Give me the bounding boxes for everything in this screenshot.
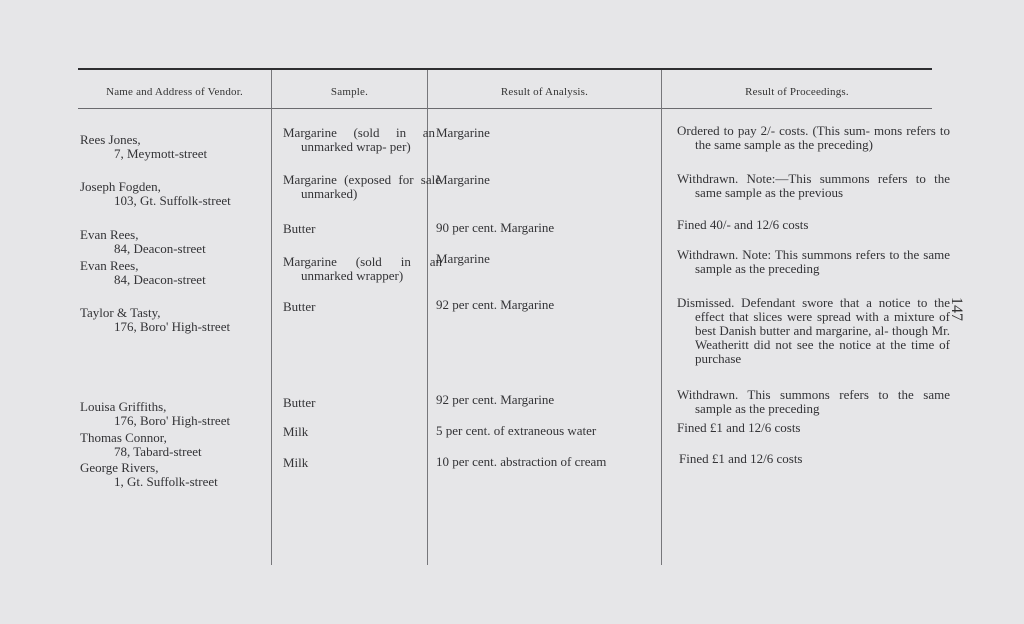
- vendor-address: 7, Meymott-street: [114, 146, 208, 161]
- sample-cell: Milk: [283, 455, 309, 470]
- analysis-cell: 92 per cent. Margarine: [436, 297, 555, 312]
- sample-cell: Butter: [283, 299, 316, 314]
- proceedings-cell: Ordered to pay 2/- costs. (This sum- mons refers to the same sample as the preceding): [677, 123, 950, 152]
- analysis-cell: 92 per cent. Margarine: [436, 392, 555, 407]
- table-row: [80, 306, 230, 334]
- table-row: [80, 228, 206, 256]
- analysis-cell: 10 per cent. abstraction of cream: [436, 454, 607, 469]
- vendor-address: 84, Deacon-street: [114, 241, 206, 256]
- vendor-address: 176, Boro' High-street: [114, 319, 231, 334]
- table-row: [80, 259, 206, 287]
- vendor-name: George Rivers,: [80, 460, 159, 475]
- sample-cell: Margarine (sold in an unmarked wrap- per): [283, 125, 435, 154]
- vendor-name: Rees Jones,: [80, 132, 141, 147]
- sample-cell: Milk: [283, 424, 309, 439]
- table-row: [80, 400, 230, 428]
- analysis-cell: Margarine: [436, 172, 490, 187]
- header-analysis: Result of Analysis.: [500, 86, 589, 98]
- vendor-name: Joseph Fogden,: [80, 179, 161, 194]
- table-top-rule: [78, 68, 932, 70]
- proceedings-cell: Dismissed. Defendant swore that a notice to the effect that slices were spread with a mixture of best Danish butter and margarine, al- though Mr. Weatheritt did not see the notice at the time of purchase: [677, 295, 950, 366]
- header-proceedings: Result of Proceedings.: [745, 86, 849, 98]
- sample-cell: Margarine (sold in an unmarked wrapper): [283, 254, 442, 283]
- analysis-cell: 5 per cent. of extraneous water: [436, 423, 597, 438]
- vendor-address: 176, Boro' High-street: [114, 413, 231, 428]
- table-row: [80, 461, 218, 489]
- proceedings-cell: Withdrawn. Note:—This summons refers to the same sample as the previous: [677, 171, 950, 200]
- vendor-name: Louisa Griffiths,: [80, 399, 167, 414]
- proceedings-cell: Fined £1 and 12/6 costs: [679, 451, 803, 466]
- proceedings-cell: Fined 40/- and 12/6 costs: [677, 217, 809, 232]
- table-row: [80, 133, 207, 161]
- header-bottom-rule: [78, 108, 932, 109]
- proceedings-cell: Withdrawn. Note: This summons refers to the same sample as the preceding: [677, 247, 950, 276]
- vendor-address: 103, Gt. Suffolk-street: [114, 193, 231, 208]
- analysis-cell: 90 per cent. Margarine: [436, 220, 555, 235]
- analysis-cell: Margarine: [436, 251, 490, 266]
- sample-cell: Butter: [283, 221, 316, 236]
- vendor-address: 1, Gt. Suffolk-street: [114, 474, 218, 489]
- column-divider-3: [661, 70, 662, 565]
- vendor-name: Taylor & Tasty,: [80, 305, 161, 320]
- header-sample: Sample.: [330, 86, 369, 98]
- table-row: [80, 431, 202, 459]
- table-row: [80, 180, 231, 208]
- sample-cell: Margarine (exposed for sale unmarked): [283, 172, 441, 201]
- page-number: 147: [948, 297, 965, 321]
- proceedings-cell: Withdrawn. This summons refers to the same sample as the preceding: [677, 387, 950, 416]
- sample-cell: Butter: [283, 395, 316, 410]
- column-divider-1: [271, 70, 272, 565]
- vendor-name: Evan Rees,: [80, 258, 139, 273]
- proceedings-cell: Fined £1 and 12/6 costs: [677, 420, 801, 435]
- vendor-address: 84, Deacon-street: [114, 272, 206, 287]
- analysis-cell: Margarine: [436, 125, 490, 140]
- header-vendor: Name and Address of Vendor.: [106, 86, 243, 98]
- vendor-name: Evan Rees,: [80, 227, 139, 242]
- vendor-name: Thomas Connor,: [80, 430, 167, 445]
- vendor-address: 78, Tabard-street: [114, 444, 202, 459]
